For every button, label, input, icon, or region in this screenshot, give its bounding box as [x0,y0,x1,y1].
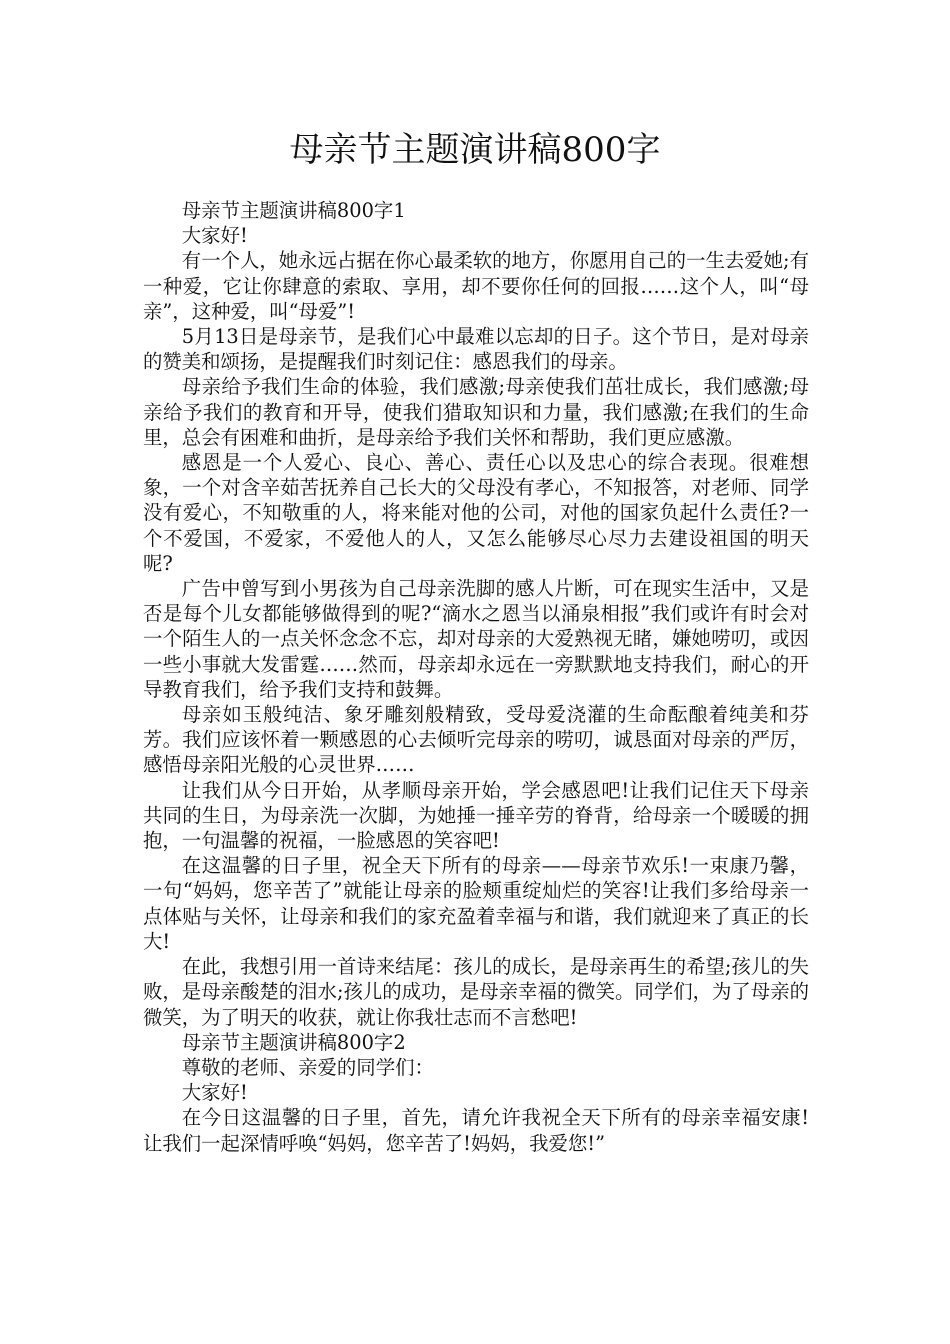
paragraph: 在此，我想引用一首诗来结尾：孩儿的成长，是母亲再生的希望;孩儿的失败，是母亲酸楚的泪水;孩儿的成功，是母亲幸福的微笑。同学们，为了母亲的微笑，为了明天的收获，就让你我壮志而不言愁吧! [143,955,809,1029]
paragraph: 5月13日是母亲节，是我们心中最难以忘却的日子。这个节日，是对母亲的赞美和颂扬，是提醒我们时刻记住：感恩我们的母亲。 [143,325,809,374]
paragraph: 母亲如玉般纯洁、象牙雕刻般精致，受母爱浇灌的生命酝酿着纯美和芬芳。我们应该怀着一颗感恩的心去倾听完母亲的唠叨，诚恳面对母亲的严厉，感悟母亲阳光般的心灵世界…… [143,703,809,777]
paragraph: 大家好! [181,1081,248,1105]
paragraph: 大家好! [181,224,248,248]
paragraph: 在这温馨的日子里，祝全天下所有的母亲——母亲节欢乐!一束康乃馨，一句“妈妈，您辛苦了”就能让母亲的脸颊重绽灿烂的笑容!让我们多给母亲一点体贴与关怀，让母亲和我们的家充盈着幸福与和谐，我们就迎来了真正的长大! [143,854,809,953]
paragraph: 有一个人，她永远占据在你心最柔软的地方，你愿用自己的一生去爱她;有一种爱，它让你肆意的索取、享用，却不要你任何的回报……这个人，叫“母亲”，这种爱，叫“母爱”! [143,249,809,323]
paragraph: 感恩是一个人爱心、良心、善心、责任心以及忠心的综合表现。很难想象，一个对含辛茹苦抚养自己长大的父母没有孝心，不知报答，对老师、同学没有爱心，不知敬重的人，将来能对他的公司，对他的国家负起什么责任?一个不爱国，不爱家，不爱他人的人，又怎么能够尽心尽力去建设祖国的明天呢? [143,451,809,575]
paragraph: 尊敬的老师、亲爱的同学们： [181,1055,434,1079]
paragraph: 在今日这温馨的日子里，首先，请允许我祝全天下所有的母亲幸福安康!让我们一起深情呼唤“妈妈，您辛苦了!妈妈，我爱您!” [143,1106,809,1155]
paragraph: 广告中曾写到小男孩为自己母亲洗脚的感人片断，可在现实生活中，又是否是每个儿女都能够做得到的呢?“滴水之恩当以涌泉相报”我们或许有时会对一个陌生人的一点关怀念念不忘，却对母亲的大爱熟视无睹，嫌她唠叨，或因一些小事就大发雷霆……然而，母亲却永远在一旁默默地支持我们，耐心的开导教育我们，给予我们支持和鼓舞。 [143,577,809,701]
document-body [143,198,809,1156]
paragraph: 母亲给予我们生命的体验，我们感激;母亲使我们茁壮成长，我们感激;母亲给予我们的教育和开导，使我们猎取知识和力量，我们感激;在我们的生命里，总会有困难和曲折，是母亲给予我们关怀和帮助，我们更应感激。 [143,375,809,449]
paragraph: 母亲节主题演讲稿800字2 [181,1030,406,1054]
document-title: 母亲节主题演讲稿800字 [289,130,661,170]
paragraph: 母亲节主题演讲稿800字1 [181,199,406,222]
paragraph: 让我们从今日开始，从孝顺母亲开始，学会感恩吧!让我们记住天下母亲共同的生日，为母亲洗一次脚，为她捶一捶辛劳的脊背，给母亲一个暖暖的拥抱，一句温馨的祝福，一脸感恩的笑容吧! [143,778,809,853]
